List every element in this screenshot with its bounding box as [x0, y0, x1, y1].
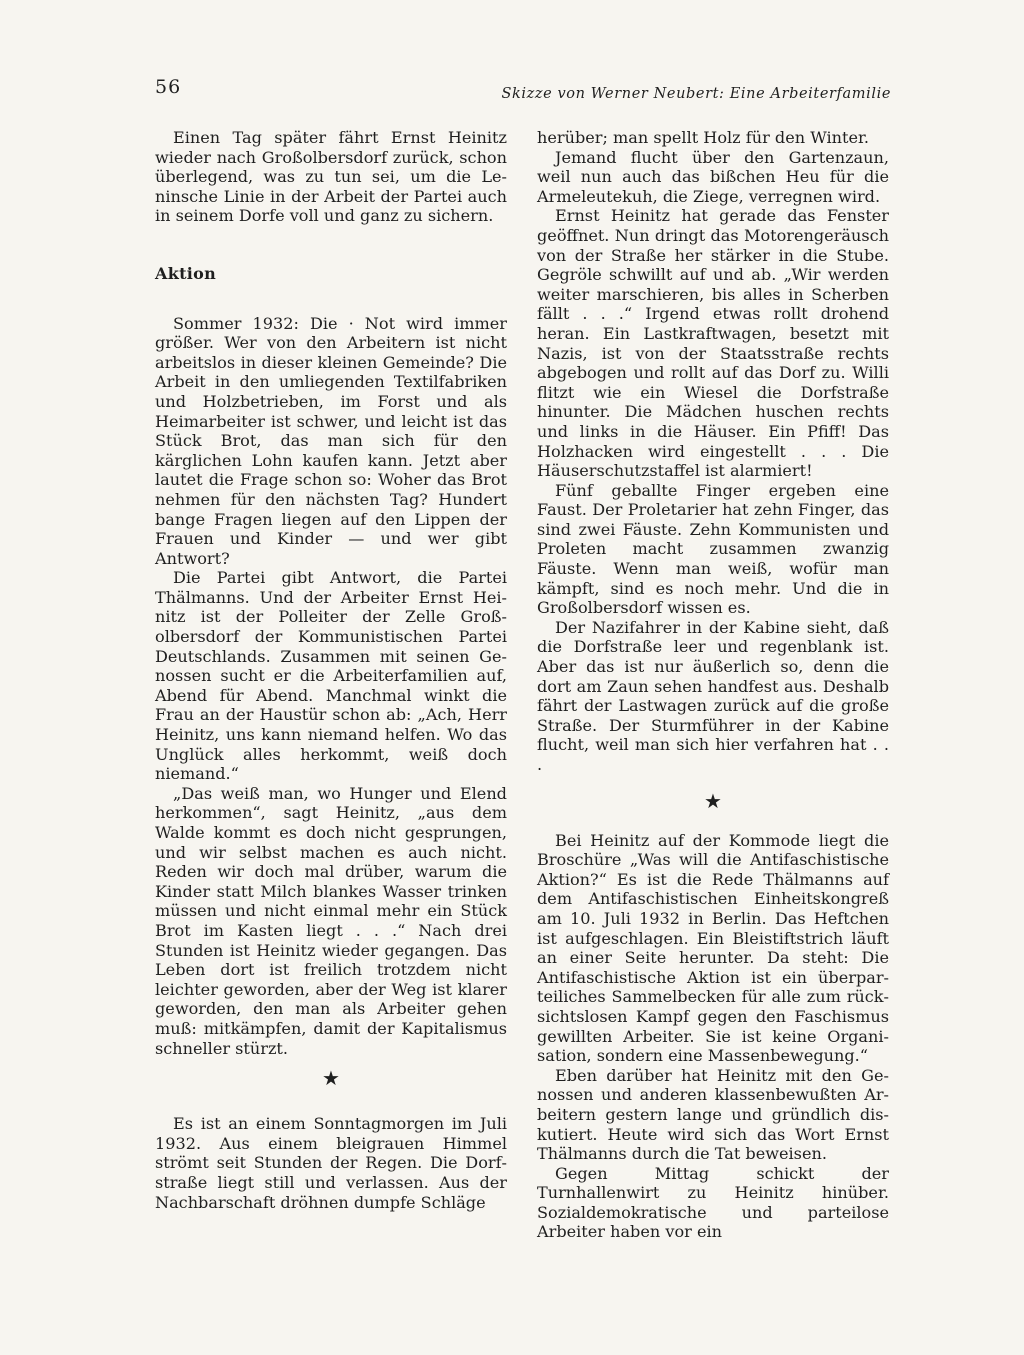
paragraph: Eben darüber hat Heinitz mit den Genossen und anderen klassenbewußten Arbeitern gestern lange und gründlich diskutiert. Heute wird sich das Wort Ernst Thälmanns durch die Tat beweisen. [537, 1065, 889, 1164]
page-number: 56 [155, 76, 182, 98]
paragraph: Jemand flucht über den Gartenzaun, weil nun auch das bißchen Heu für die Armeleutekuh, die Ziege, verregnen wird. [537, 147, 889, 206]
paragraph: „Das weiß man, wo Hunger und Elend herkommen“, sagt Heinitz, „aus dem Walde kommt es doch nicht gesprungen, und wir selbst machen es auch nicht. Reden wir doch mal drüber, warum die Kinder statt Milch blankes Wasser trinken müssen und nicht einmal mehr ein Stück Brot im Kasten liegt . . .“ Nach drei Stunden ist Heinitz wieder gegangen. Das Leben dort ist freilich trotzdem nicht leichter geworden, aber der Weg ist klarer geworden, den man als Arbeiter gehen muß: mitkämpfen, damit der Kapitalismus schneller stürzt. [155, 783, 507, 1058]
paragraph: Der Nazifahrer in der Kabine sieht, daß die Dorfstraße leer und regenblank ist. Aber das ist nur äußerlich so, denn die dort am Zaun sehen handfest aus. Deshalb fährt der Lastwagen zurück auf die große Straße. Der Sturmführer in der Kabine flucht, weil man sich hier verfahren hat . . . [537, 617, 889, 774]
page-header [155, 76, 891, 106]
paragraph: Sommer 1932: Die · Not wird immer größer. Wer von den Arbeitern ist nicht arbeitslos in dieser kleinen Gemeinde? Die Arbeit in den umliegenden Textilfabriken und Holzbetrieben, im Forst und als Heimarbeiter ist schwer, und leicht ist das Stück Brot, das man sich für den kärglichen Lohn kaufen kann. Jetzt aber lautet die Frage schon so: Woher das Brot nehmen für den nächsten Tag? Hundert bange Fragen liegen auf den Lippen der Frauen und Kinder — und wer gibt Antwort? [155, 313, 507, 568]
section-star-icon: ★ [704, 788, 722, 813]
right-column [537, 128, 889, 1242]
paragraph: Ernst Heinitz hat gerade das Fenster geöffnet. Nun dringt das Motorengeräusch von der Straße her stärker in die Stube. Gegröle schwillt auf und ab. „Wir werden weiter marschieren, bis alles in Scherben fällt . . .“ Irgend etwas rollt drohend heran. Ein Lastkraftwagen, besetzt mit Nazis, ist von der Staatsstraße rechts abgebogen und rollt auf das Dorf zu. Willi flitzt wie ein Wiesel die Dorfstraße hinunter. Die Mädchen huschen rechts und links in die Häuser. Ein Pfiff! Das Holzhacken wird eingestellt . . . Die Häuserschutzstaffel ist alarmiert! [537, 206, 889, 481]
section-heading: Aktion [155, 263, 217, 283]
left-column [155, 128, 507, 1212]
section-star-icon: ★ [322, 1066, 340, 1091]
paragraph: Bei Heinitz auf der Kommode liegt die Broschüre „Was will die Antifaschistische Aktion?“ Es ist die Rede Thälmanns auf dem Antifaschistischen Einheitskongreß am 10. Juli 1932 in Berlin. Das Heftchen ist aufgeschlagen. Ein Bleistiftstrich läuft an einer Seite herunter. Da steht: Die Antifaschistische Aktion ist ein überparteiliches Sammelbecken für alle zum rücksichtslosen Kampf gegen den Faschismus gewillten Arbeiter. Sie ist keine Organisation, sondern eine Massenbewegung.“ [537, 830, 889, 1066]
paragraph: Fünf geballte Finger ergeben eine Faust. Der Proletarier hat zehn Finger, das sind zwei Fäuste. Zehn Kommunisten und Proleten macht zusammen zwanzig Fäuste. Wenn man weiß, wofür man kämpft, sind es noch mehr. Und die in Großolbersdorf wissen es. [537, 480, 889, 618]
paragraph: Gegen Mittag schickt der Turnhallenwirt zu Heinitz hinüber. Sozialdemokratische und parteilose Arbeiter haben vor ein [537, 1163, 889, 1242]
paragraph: Einen Tag später fährt Ernst Heinitz wieder nach Großolbersdorf zurück, schon überlegend, was zu tun sei, um die Leninsche Linie in der Arbeit der Partei auch in seinem Dorfe voll und ganz zu sichern. [155, 128, 507, 226]
paragraph: herüber; man spellt Holz für den Winter. [537, 128, 870, 147]
paragraph: Es ist an einem Sonntagmorgen im Juli 1932. Aus einem bleigrauen Himmel strömt seit Stunden der Regen. Die Dorfstraße liegt still und verlassen. Aus der Nachbarschaft dröhnen dumpfe Schläge [155, 1114, 507, 1212]
running-head: Skizze von Werner Neubert: Eine Arbeiterfamilie [501, 86, 891, 102]
paragraph: Die Partei gibt Antwort, die Partei Thälmanns. Und der Arbeiter Ernst Heinitz ist der Polleiter der Zelle Großolbersdorf der Kommunistischen Partei Deutschlands. Zusammen mit seinen Genossen sucht er die Arbeiterfamilien auf, Abend für Abend. Manchmal winkt die Frau an der Haustür schon ab: „Ach, Herr Heinitz, uns kann niemand helfen. Wo das Unglück alles herkommt, weiß doch niemand.“ [155, 568, 507, 784]
